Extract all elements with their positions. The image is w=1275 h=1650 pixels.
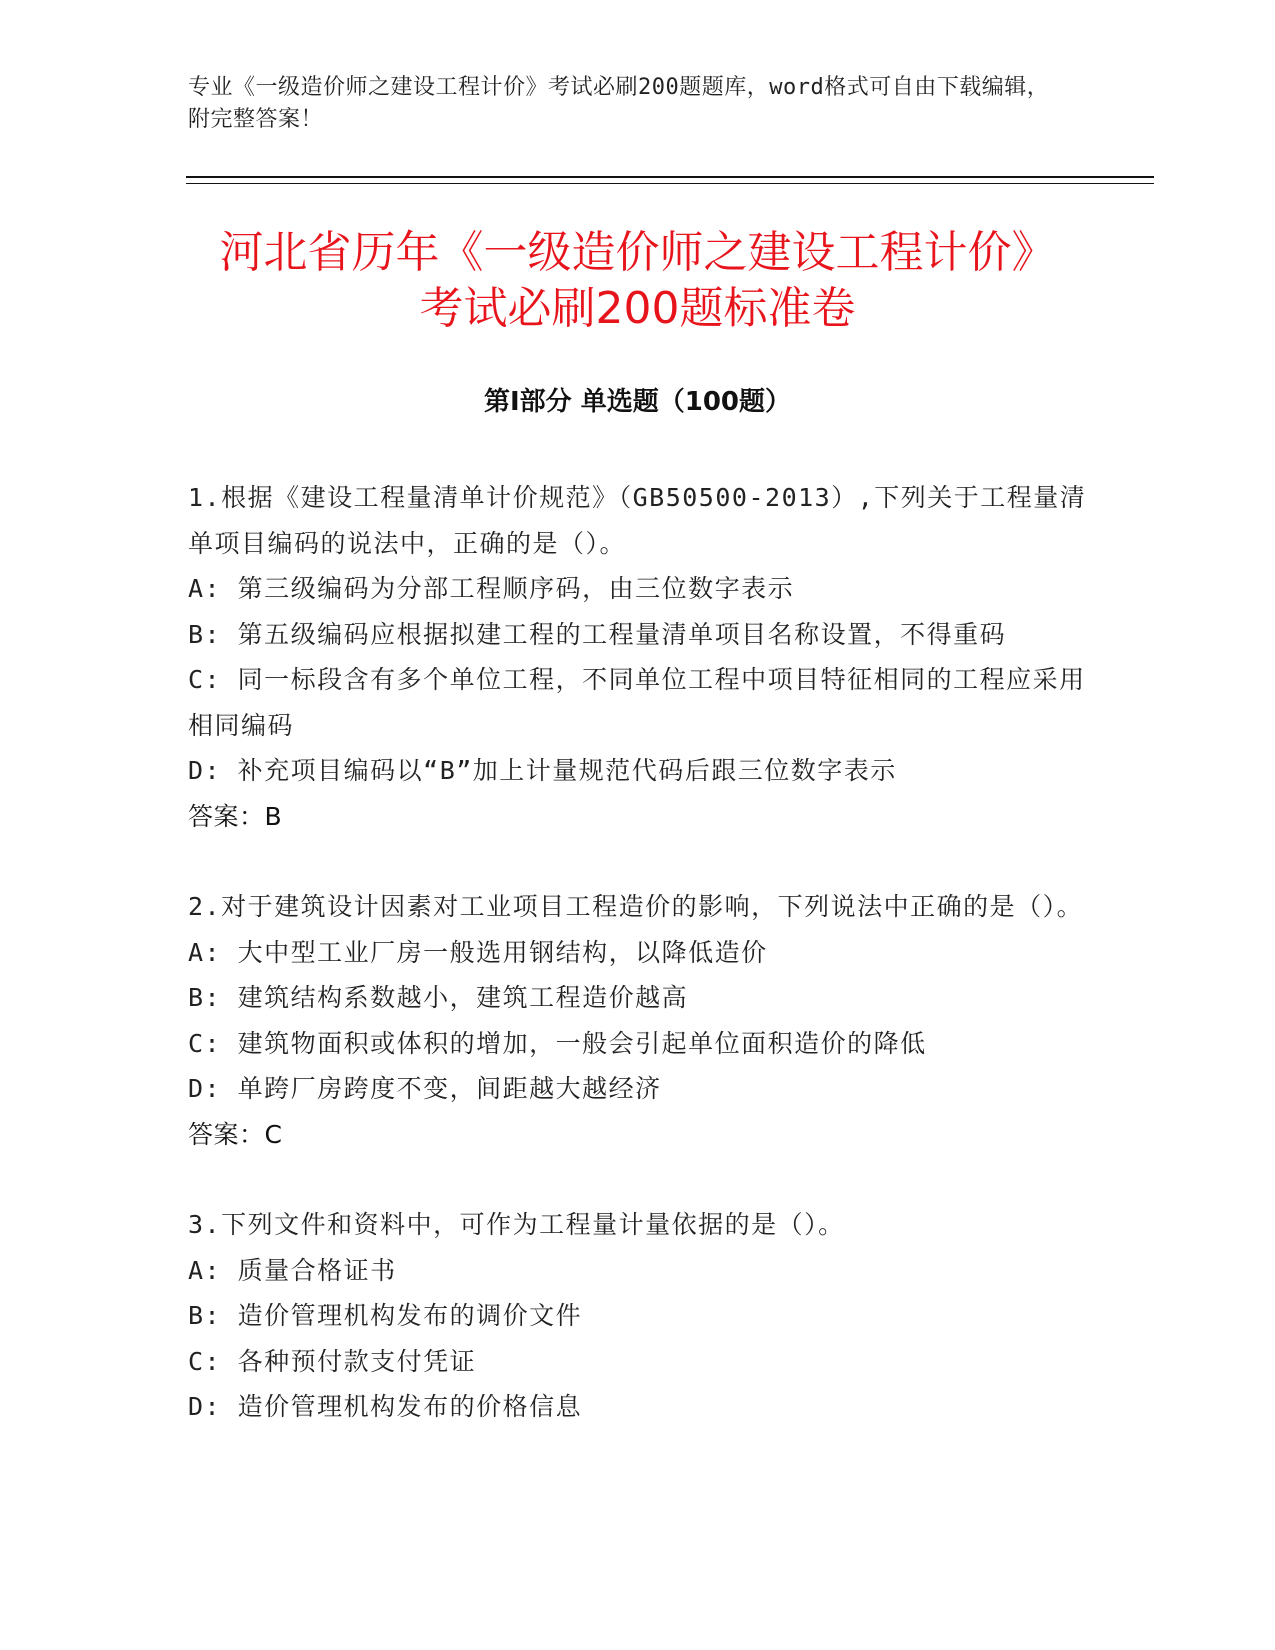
answer: 答案：C xyxy=(188,1119,283,1149)
option-d: D: 单跨厂房跨度不变，间距越大越经济 xyxy=(188,1074,662,1103)
question-2 xyxy=(188,884,1088,1157)
option-b: B: 建筑结构系数越小，建筑工程造价越高 xyxy=(188,983,689,1012)
option-a: A: 质量合格证书 xyxy=(188,1255,397,1285)
header-rule-thick xyxy=(186,176,1154,178)
option-d: D: 补充项目编码以“B”加上计量规范代码后跟三位数字表示 xyxy=(188,756,897,785)
document-title xyxy=(0,225,1275,337)
option-c: C: 各种预付款支付凭证 xyxy=(188,1346,477,1376)
question-stem: 1.根据《建设工程量清单计价规范》（GB50500-2013）,下列关于工程量清单项目编码的说法中，正确的是（）。 xyxy=(188,483,1087,558)
title-line-1: 河北省历年《一级造价师之建设工程计价》 xyxy=(219,227,1056,278)
question-3 xyxy=(188,1202,1088,1430)
option-a: A: 第三级编码为分部工程顺序码，由三位数字表示 xyxy=(188,574,795,603)
title-line-2: 考试必刷200题标准卷 xyxy=(419,283,856,334)
header-rule-thin xyxy=(186,183,1154,184)
section-title: 第Ⅰ部分 单选题（100题） xyxy=(484,387,791,417)
header-note: 专业《一级造价师之建设工程计价》考试必刷200题题库，word格式可自由下载编辑，附完整答案！ xyxy=(188,75,1050,132)
option-b: B: 第五级编码应根据拟建工程的工程量清单项目名称设置，不得重码 xyxy=(188,619,1007,649)
option-c: C: 建筑物面积或体积的增加，一般会引起单位面积造价的降低 xyxy=(188,1028,927,1058)
option-a: A: 大中型工业厂房一般选用钢结构，以降低造价 xyxy=(188,937,768,967)
question-1 xyxy=(188,475,1088,839)
question-stem: 3.下列文件和资料中，可作为工程量计量依据的是（）。 xyxy=(188,1210,845,1239)
option-c: C: 同一标段含有多个单位工程，不同单位工程中项目特征相同的工程应采用相同编码 xyxy=(188,665,1086,740)
question-list xyxy=(188,475,1088,1475)
option-d: D: 造价管理机构发布的价格信息 xyxy=(188,1392,583,1421)
question-stem: 2.对于建筑设计因素对工业项目工程造价的影响，下列说法中正确的是（）。 xyxy=(188,892,1084,921)
answer: 答案：B xyxy=(188,801,283,831)
option-b: B: 造价管理机构发布的调价文件 xyxy=(188,1301,583,1330)
